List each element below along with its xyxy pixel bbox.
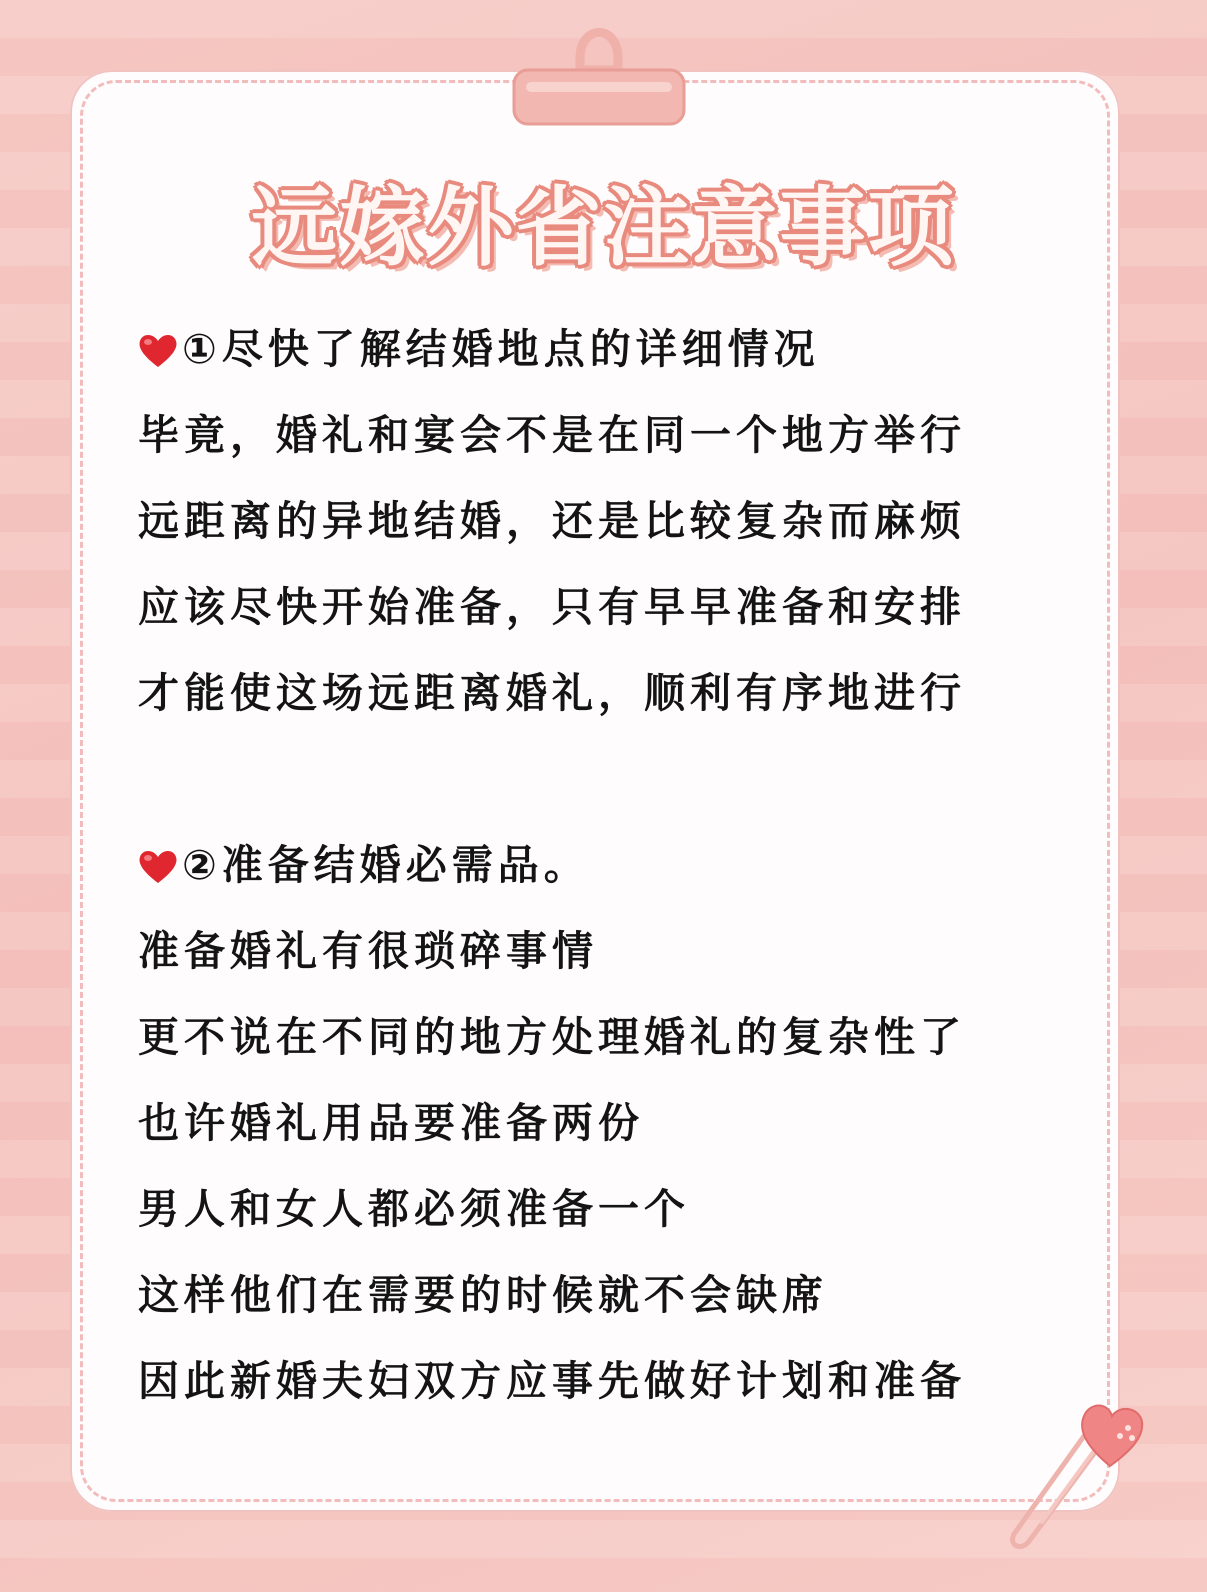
section-spacer [138, 748, 1098, 834]
body-line: 应该尽快开始准备，只有早早准备和安排 [138, 583, 966, 631]
body-line: 因此新婚夫妇双方应事先做好计划和准备 [138, 1357, 966, 1405]
body-line: 才能使这场远距离婚礼，顺利有序地进行 [138, 669, 966, 717]
section-heading-text: ①尽快了解结婚地点的详细情况 [182, 325, 820, 373]
body-line: 这样他们在需要的时候就不会缺席 [138, 1271, 828, 1319]
body-line: 远距离的异地结婚，还是比较复杂而麻烦 [138, 497, 966, 545]
body-line: 准备婚礼有很琐碎事情 [138, 927, 598, 975]
section-heading [138, 834, 1098, 920]
section-heading-text: ②准备结婚必需品。 [182, 841, 590, 889]
body-line: 也许婚礼用品要准备两份 [138, 1099, 644, 1147]
body-line: 更不说在不同的地方处理婚礼的复杂性了 [138, 1013, 966, 1061]
page-title: 远嫁外省注意事项 [251, 178, 956, 278]
heart-icon [138, 849, 178, 885]
heart-paperclip-icon [1000, 1370, 1160, 1560]
body-line: 毕竟，婚礼和宴会不是在同一个地方举行 [138, 411, 966, 459]
clip-icon [510, 18, 688, 128]
content-body [138, 318, 1098, 1436]
body-line: 男人和女人都必须准备一个 [138, 1185, 690, 1233]
heart-icon [138, 333, 178, 369]
section-heading [138, 318, 1098, 404]
